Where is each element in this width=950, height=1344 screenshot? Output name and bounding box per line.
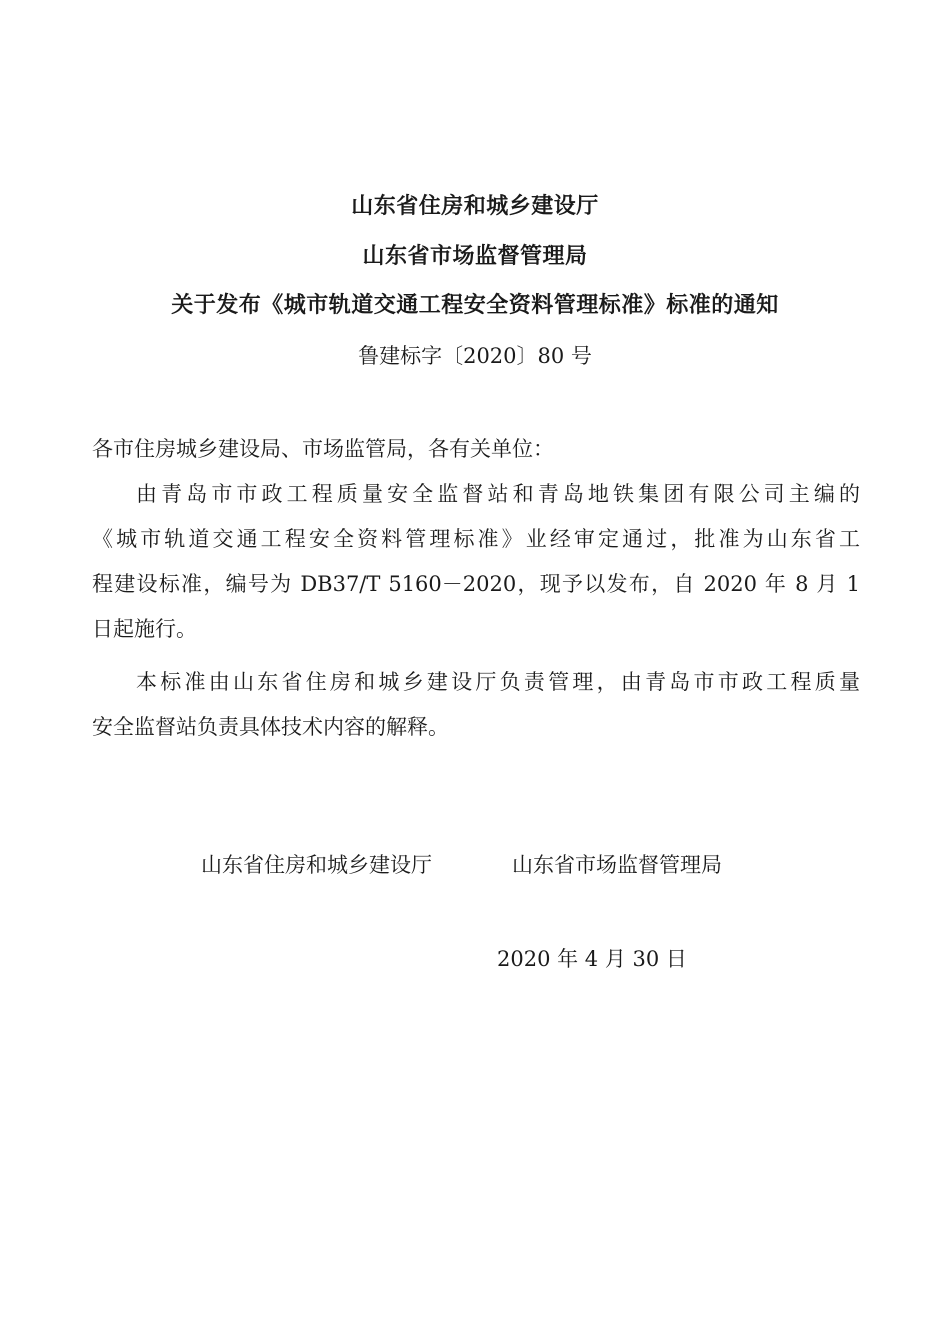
paragraph-1 [92,472,860,652]
notice-title: 关于发布《城市轨道交通工程安全资料管理标准》标准的通知 [171,293,779,318]
paragraph-1-line-1: 由青岛市市政工程质量安全监督站和青岛地铁集团有限公司主编的 [136,482,860,506]
paragraph-2-line-1: 本标准由山东省住房和城乡建设厅负责管理，由青岛市市政工程质量 [136,670,860,694]
issuer-title-housing: 山东省住房和城乡建设厅 [351,194,599,219]
paragraph-1-line-4: 日起施行。 [92,617,197,641]
paragraph-2-line-2: 安全监督站负责具体技术内容的解释。 [92,715,449,739]
document-number: 鲁建标字〔2020〕80 号 [358,344,592,368]
paragraph-2 [92,660,860,750]
issuer-title-market: 山东省市场监督管理局 [362,244,588,269]
paragraph-1-line-3: 程建设标准，编号为 DB37/T 5160－2020，现予以发布，自 2020 年 8 月 1 [92,572,860,596]
paragraph-1-line-2: 《城市轨道交通工程安全资料管理标准》业经审定通过，批准为山东省工 [92,527,860,551]
issue-date: 2020 年 4 月 30 日 [497,947,687,971]
signatory-market: 山东省市场监督管理局 [512,853,722,877]
salutation: 各市住房城乡建设局、市场监管局，各有关单位： [92,437,554,461]
signatory-housing: 山东省住房和城乡建设厅 [201,853,432,877]
